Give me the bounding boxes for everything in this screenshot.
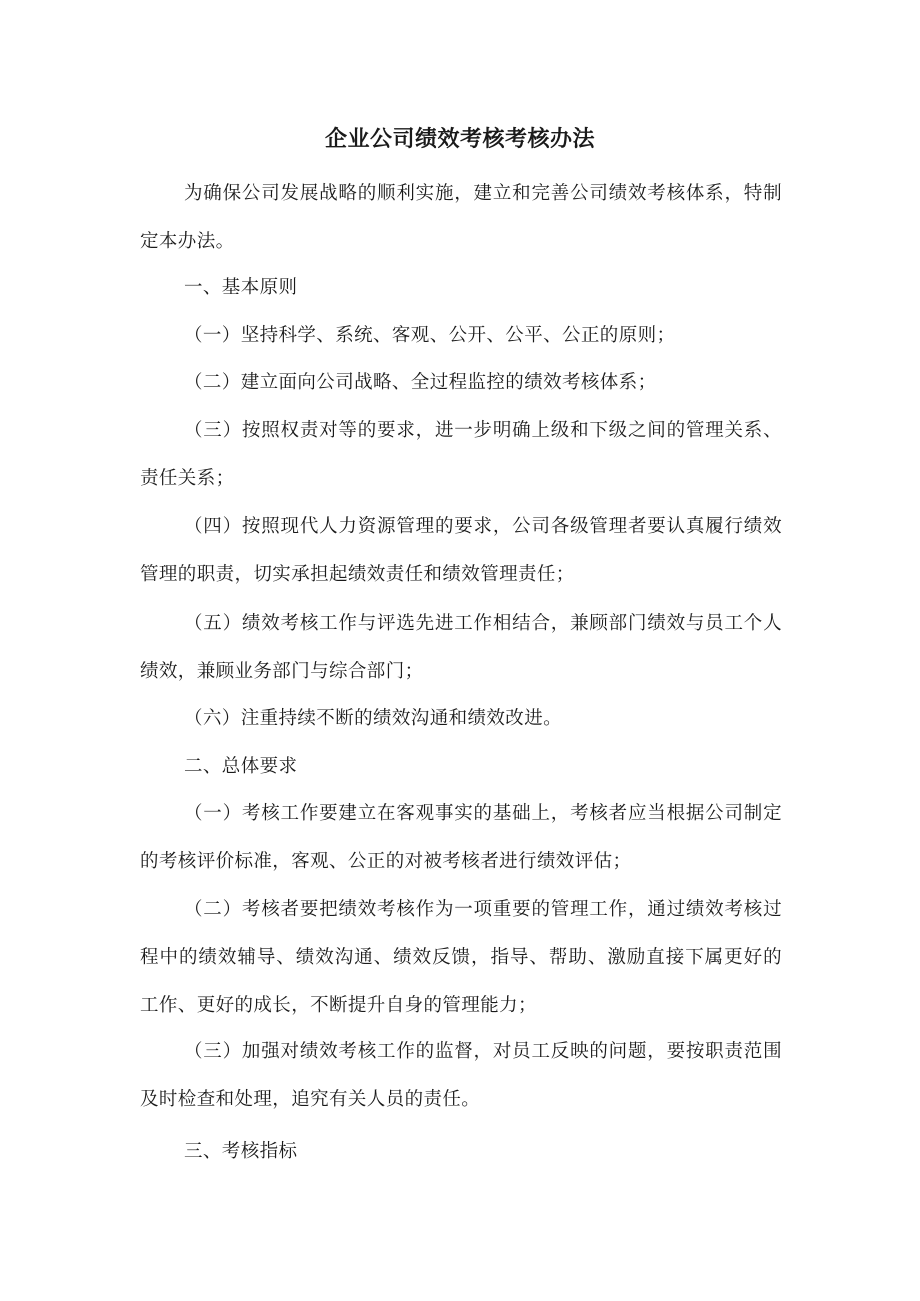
section-heading-indicators: 三、考核指标: [184, 1141, 298, 1162]
section-heading-principles: 一、基本原则: [184, 277, 298, 298]
section-heading-requirements: 二、总体要求: [184, 756, 298, 777]
principle-item-1: （一）坚持科学、系统、客观、公开、公平、公正的原则；: [184, 325, 676, 346]
principle-item-2: （二）建立面向公司战略、全过程监控的绩效考核体系；: [184, 372, 657, 393]
page-title: 企业公司绩效考核考核办法: [324, 127, 595, 152]
requirement-item-1: （一）考核工作要建立在客观事实的基础上，考核者应当根据公司制定的考核评价标准，客观、公正的对被考核者进行绩效评估；: [140, 803, 782, 872]
principle-item-3: （三）按照权责对等的要求，进一步明确上级和下级之间的管理关系、责任关系；: [140, 420, 782, 489]
principle-item-4: （四）按照现代人力资源管理的要求，公司各级管理者要认真履行绩效管理的职责，切实承担起绩效责任和绩效管理责任；: [140, 516, 782, 585]
requirement-item-3: （三）加强对绩效考核工作的监督，对员工反映的问题，要按职责范围及时检查和处理，追究有关人员的责任。: [140, 1041, 782, 1110]
requirement-item-2: （二）考核者要把绩效考核作为一项重要的管理工作，通过绩效考核过程中的绩效辅导、绩效沟通、绩效反馈，指导、帮助、激励直接下属更好的工作、更好的成长，不断提升自身的管理能力；: [140, 899, 782, 1016]
principle-item-6: （六）注重持续不断的绩效沟通和绩效改进。: [184, 708, 563, 729]
intro-paragraph: 为确保公司发展战略的顺利实施，建立和完善公司绩效考核体系，特制定本办法。: [140, 183, 782, 252]
principle-item-5: （五）绩效考核工作与评选先进工作相结合，兼顾部门绩效与员工个人绩效，兼顾业务部门与综合部门；: [140, 613, 782, 682]
